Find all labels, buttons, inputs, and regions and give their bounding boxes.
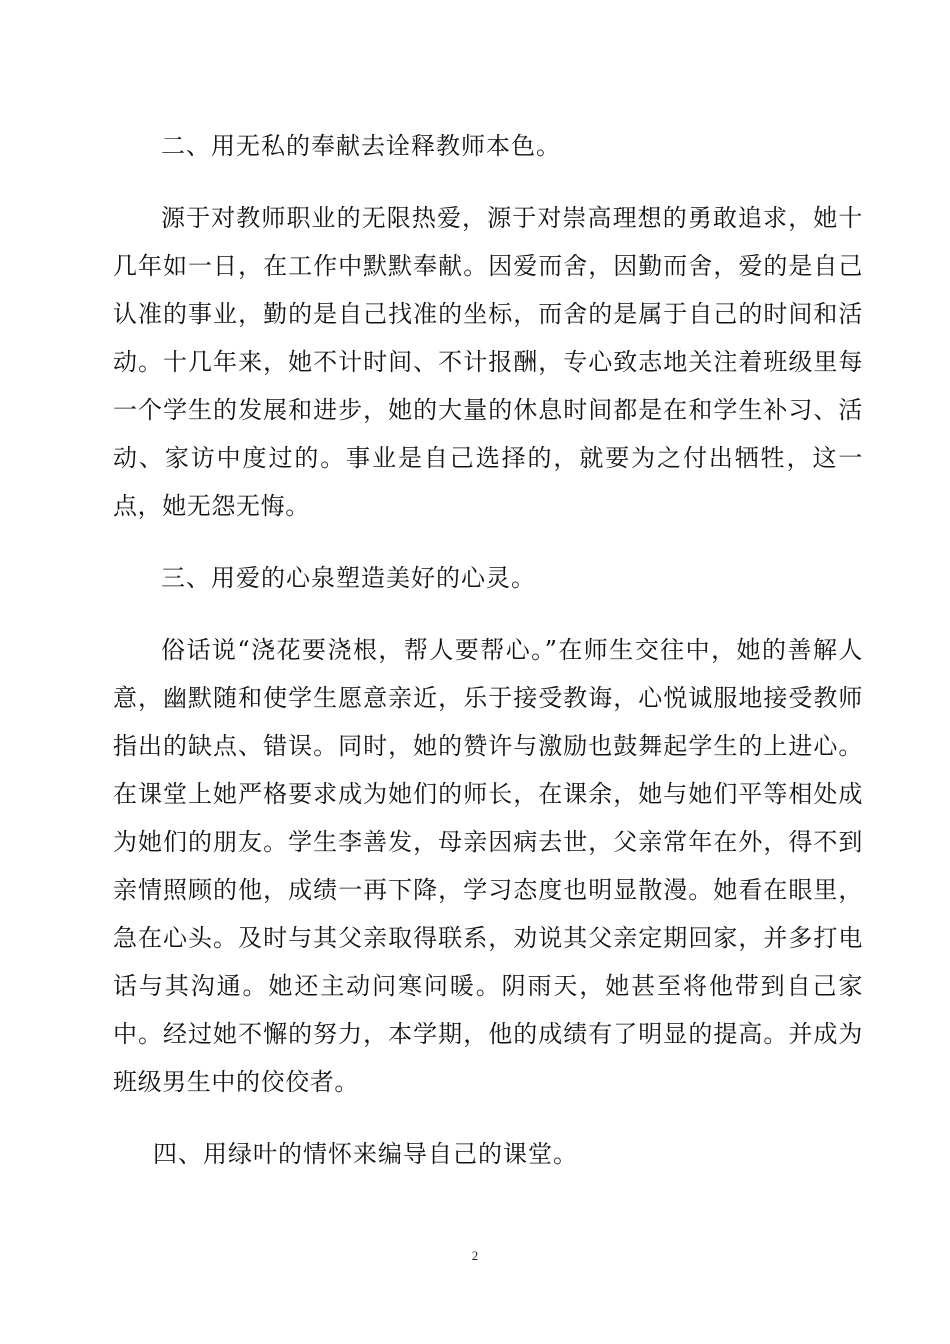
section-paragraph-3: 俗话说“浇花要浇根，帮人要帮心。”在师生交往中，她的善解人意，幽默随和使学生愿意亲近，乐于接受教诲，心悦诚服地接受教师指出的缺点、错误。同时，她的赞许与激励也鼓舞起学生的上进心。在课堂上她严格要求成为她们的师长，在课余，她与她们平等相处成为她们的朋友。学生李善发，母亲因病去世，父亲常年在外，得不到亲情照顾的他，成绩一再下降，学习态度也明显散漫。她看在眼里，急在心头。及时与其父亲取得联系，劝说其父亲定期回家，并多打电话与其沟通。她还主动问寒问暖。阴雨天，她甚至将他带到自己家中。经过她不懈的努力，本学期，他的成绩有了明显的提高。并成为班级男生中的佼佼者。	[113, 636, 863, 1096]
document-body	[113, 122, 863, 1202]
section-heading-3: 三、用爱的心泉塑造美好的心灵。	[161, 564, 536, 592]
section-paragraph-2: 源于对教师职业的无限热爱，源于对崇高理想的勇敢追求，她十几年如一日，在工作中默默奉献。因爱而舍，因勤而舍，爱的是自己认准的事业，勤的是自己找准的坐标，而舍的是属于自己的时间和活动。十几年来，她不计时间、不计报酬，专心致志地关注着班级里每一个学生的发展和进步，她的大量的休息时间都是在和学生补习、活动、家访中度过的。事业是自己选择的，就要为之付出牺牲，这一点，她无怨无悔。	[113, 204, 863, 520]
section-heading-4: 四、用绿叶的情怀来编导自己的课堂。	[153, 1140, 578, 1168]
page-number: 2	[471, 1248, 479, 1263]
section-heading-2: 二、用无私的奉献去诠释教师本色。	[161, 132, 561, 160]
